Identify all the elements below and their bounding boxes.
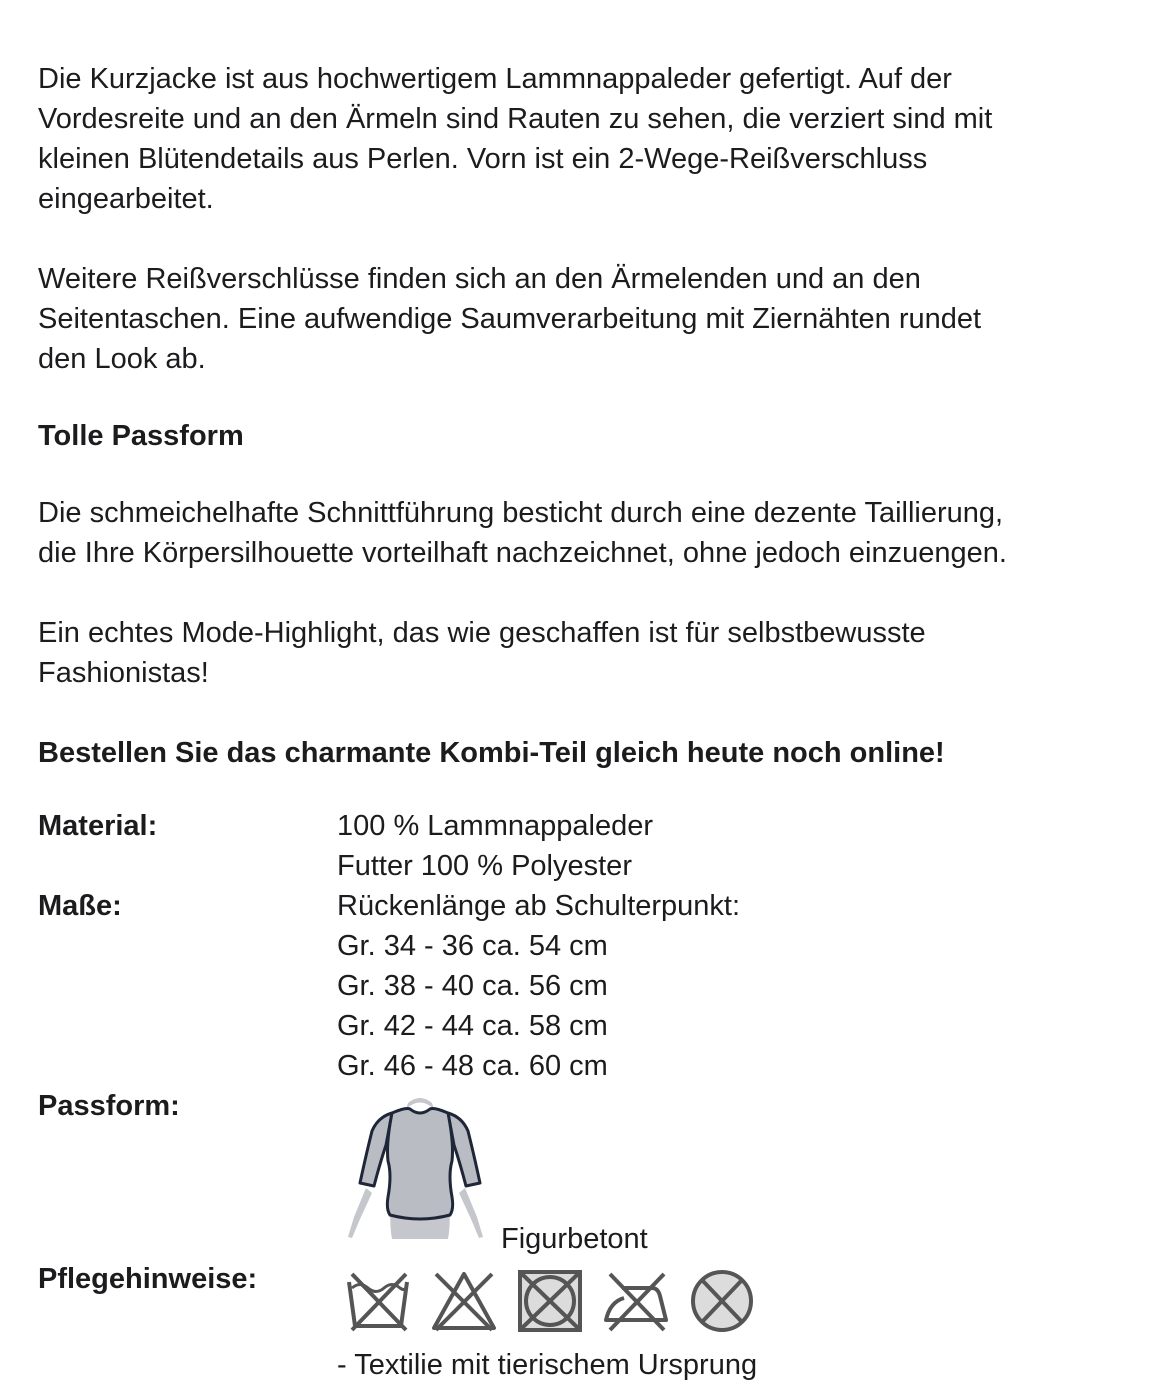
text-line: Ein echtes Mode-Highlight, das wie geschaffen ist für selbstbewusste (38, 617, 926, 649)
heading-text: Tolle Passform (38, 420, 244, 452)
do-not-dry-clean-icon (688, 1268, 756, 1334)
material-value: 100 % Lammnappaleder (337, 810, 653, 842)
passform-label: Passform: (38, 1090, 180, 1122)
size-length-row: Gr. 46 - 48 ca. 60 cm (337, 1050, 608, 1082)
text-line: Die Kurzjacke ist aus hochwertigem Lammnappaleder gefertigt. Auf der (38, 63, 952, 95)
do-not-bleach-icon (430, 1268, 498, 1334)
do-not-iron-icon (602, 1268, 670, 1334)
pflege-note: - Textilie mit tierischem Ursprung (337, 1349, 758, 1381)
description-paragraph-1 (38, 59, 992, 219)
text-line: Seitentaschen. Eine aufwendige Saumverarbeitung mit Ziernähten rundet (38, 303, 982, 335)
call-to-action (38, 733, 945, 773)
passform-caption: Figurbetont (501, 1223, 648, 1255)
masse-label: Maße: (38, 890, 122, 922)
size-length-row: Gr. 34 - 36 ca. 54 cm (337, 930, 608, 962)
description-paragraph-3 (38, 493, 1007, 573)
size-length-row: Gr. 42 - 44 ca. 58 cm (337, 1010, 608, 1042)
fitted-silhouette-icon (340, 1093, 500, 1241)
cta-text: Bestellen Sie das charmante Kombi-Teil gleich heute noch online! (38, 737, 945, 769)
do-not-tumble-dry-icon (516, 1268, 584, 1334)
text-line: kleinen Blütendetails aus Perlen. Vorn ist ein 2-Wege-Reißverschluss (38, 143, 928, 175)
description-paragraph-2 (38, 259, 981, 379)
text-line: eingearbeitet. (38, 183, 214, 215)
masse-heading: Rückenlänge ab Schulterpunkt: (337, 890, 741, 922)
text-line: Fashionistas! (38, 657, 209, 689)
text-line: Vordesreite und an den Ärmeln sind Rauten zu sehen, die verziert sind mit (38, 103, 993, 135)
do-not-wash-icon (344, 1268, 412, 1334)
text-line: Die schmeichelhafte Schnittführung besticht durch eine dezente Taillierung, (38, 497, 1004, 529)
description-paragraph-4 (38, 613, 926, 693)
pflege-label: Pflegehinweise: (38, 1263, 258, 1295)
material-label: Material: (38, 810, 158, 842)
text-line: den Look ab. (38, 343, 206, 375)
size-length-row: Gr. 38 - 40 ca. 56 cm (337, 970, 608, 1002)
text-line: die Ihre Körpersilhouette vorteilhaft nachzeichnet, ohne jedoch einzuengen. (38, 537, 1007, 569)
section-heading (38, 416, 244, 456)
text-line: Weitere Reißverschlüsse finden sich an den Ärmelenden und an den (38, 263, 921, 295)
lining-value: Futter 100 % Polyester (337, 850, 632, 882)
